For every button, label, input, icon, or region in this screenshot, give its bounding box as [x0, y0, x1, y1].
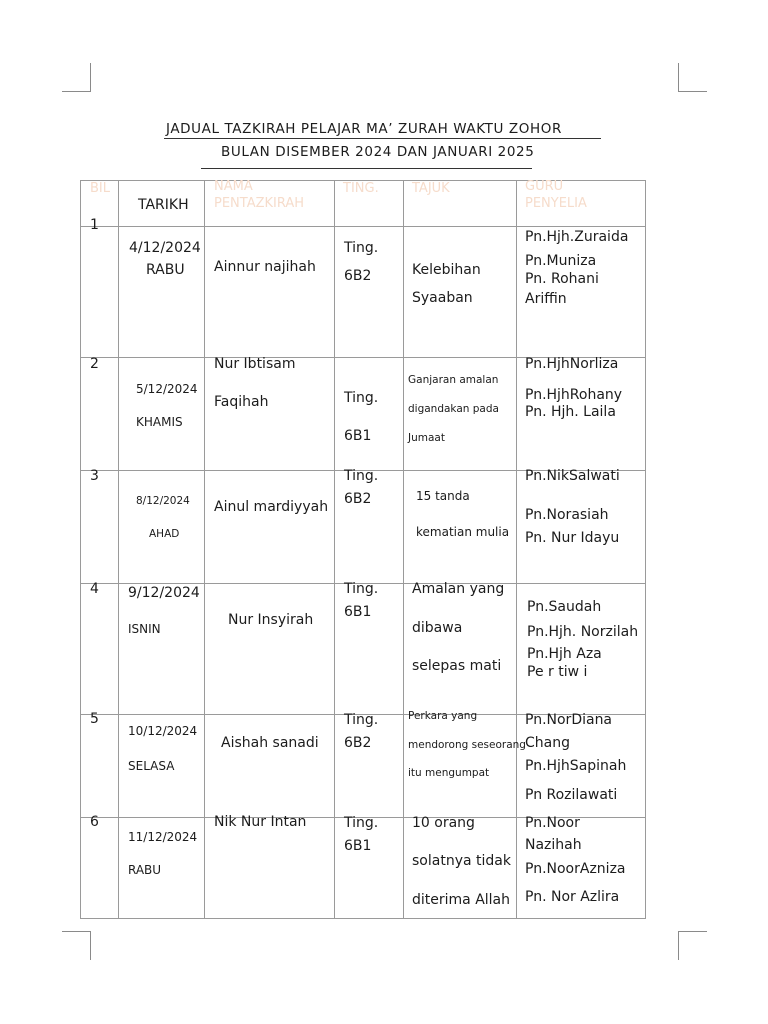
header-guru-line1: GURU [525, 179, 564, 194]
row-ting: Ting. [344, 581, 379, 597]
row-guru: Pn.NikSalwati [525, 468, 620, 484]
row-tajuk: Amalan yang [412, 581, 505, 597]
row-date: 4/12/2024 [129, 240, 201, 256]
row-ting: Ting. [344, 468, 379, 484]
row-day: AHAD [149, 528, 180, 540]
header-bil: BIL [90, 181, 110, 196]
column-divider [403, 181, 404, 918]
row-guru: Pn. Hjh. Laila [525, 404, 616, 420]
row-day: RABU [128, 863, 162, 877]
row-ting: Ting. [344, 815, 379, 831]
subtitle-underline [201, 168, 532, 169]
column-divider [118, 181, 119, 918]
row-class: 6B2 [344, 735, 372, 751]
row-tajuk: digandakan pada [408, 403, 499, 415]
row-tajuk: Jumaat [408, 432, 445, 444]
schedule-table [80, 180, 646, 919]
row-name: Nur Ibtisam [214, 356, 296, 372]
row-tajuk: Syaaban [412, 290, 473, 306]
row-tajuk: Kelebihan [412, 262, 481, 278]
column-divider [204, 181, 205, 918]
row-name: Faqihah [214, 394, 269, 410]
row-guru: Pn.Muniza [525, 253, 597, 269]
row-guru: Pn.Noor [525, 815, 580, 831]
header-guru-line2: PENYELIA [525, 196, 587, 211]
row-class: 6B2 [344, 268, 372, 284]
row-guru: Pn.HjhNorliza [525, 356, 619, 372]
row-guru: Pn.Hjh Aza [527, 646, 602, 662]
row-class: 6B2 [344, 491, 372, 507]
crop-mark-top-right [678, 63, 707, 92]
crop-mark-bottom-left [62, 931, 91, 960]
header-tarikh: TARIKH [138, 197, 189, 213]
row-guru: Pn.Norasiah [525, 507, 609, 523]
row-tajuk: diterima Allah [412, 892, 510, 908]
row-bil: 5 [90, 711, 99, 727]
row-class: 6B1 [344, 604, 372, 620]
row-guru: Pe r tiw i [527, 664, 588, 680]
row-guru: Pn.HjhSapinah [525, 758, 627, 774]
document-title: JADUAL TAZKIRAH PELAJAR MA’ ZURAH WAKTU ZOHOR [166, 121, 562, 137]
column-divider [334, 181, 335, 918]
row-bil: 3 [90, 468, 99, 484]
row-tajuk: Ganjaran amalan [408, 374, 499, 386]
row-bil: 6 [90, 814, 99, 830]
row-class: 6B1 [344, 838, 372, 854]
row-name: Ainul mardiyyah [214, 499, 329, 515]
row-date: 5/12/2024 [136, 382, 198, 396]
row-class: 6B1 [344, 428, 372, 444]
crop-mark-top-left [62, 63, 91, 92]
row-guru: Pn. Rohani [525, 271, 599, 287]
row-name: Ainnur najihah [214, 259, 316, 275]
header-tajuk: TAJUK [412, 181, 450, 196]
row-guru: Pn.HjhRohany [525, 387, 623, 403]
row-tajuk: 15 tanda [416, 489, 470, 503]
row-guru: Pn.NorDiana [525, 712, 613, 728]
row-tajuk: mendorong seseorang [408, 739, 526, 751]
row-guru: Nazihah [525, 837, 582, 853]
row-tajuk: itu mengumpat [408, 767, 490, 779]
row-tajuk: kematian mulia [416, 525, 510, 539]
row-date: 8/12/2024 [136, 495, 190, 507]
row-tajuk: solatnya tidak [412, 853, 511, 869]
row-bil: 2 [90, 356, 99, 372]
row-guru: Pn.NoorAzniza [525, 861, 626, 877]
row-ting: Ting. [344, 240, 379, 256]
row-name: Nur Insyirah [228, 612, 314, 628]
row-tajuk: Perkara yang [408, 710, 478, 722]
row-guru: Pn. Nur Idayu [525, 530, 620, 546]
row-guru: Pn Rozilawati [525, 787, 618, 803]
row-day: SELASA [128, 759, 175, 773]
row-bil: 4 [90, 581, 99, 597]
header-nama-line1: NAMA [214, 179, 253, 194]
row-day: RABU [146, 262, 185, 278]
row-ting: Ting. [344, 712, 379, 728]
row-guru: Pn. Nor Azlira [525, 889, 620, 905]
row-guru: Pn.Hjh. Norzilah [527, 624, 639, 640]
row-divider [81, 226, 645, 227]
row-name: Aishah sanadi [221, 735, 319, 751]
row-guru: Chang [525, 735, 570, 751]
title-underline [164, 138, 601, 139]
row-tajuk: 10 orang [412, 815, 475, 831]
header-ting: TING. [343, 181, 379, 196]
row-date: 9/12/2024 [128, 585, 200, 601]
row-day: ISNIN [128, 622, 161, 636]
column-divider [516, 181, 517, 918]
header-nama-line2: PENTAZKIRAH [214, 196, 305, 211]
row-bil: 1 [90, 217, 99, 233]
row-day: KHAMIS [136, 415, 183, 429]
row-date: 10/12/2024 [128, 724, 198, 738]
document-subtitle: BULAN DISEMBER 2024 DAN JANUARI 2025 [221, 144, 535, 160]
row-guru: Pn.Hjh.Zuraida [525, 229, 629, 245]
row-ting: Ting. [344, 390, 379, 406]
row-guru: Ariffin [525, 291, 567, 307]
row-name: Nik Nur Intan [214, 814, 307, 830]
row-tajuk: selepas mati [412, 658, 502, 674]
row-guru: Pn.Saudah [527, 599, 602, 615]
row-tajuk: dibawa [412, 620, 463, 636]
crop-mark-bottom-right [678, 931, 707, 960]
row-date: 11/12/2024 [128, 830, 198, 844]
